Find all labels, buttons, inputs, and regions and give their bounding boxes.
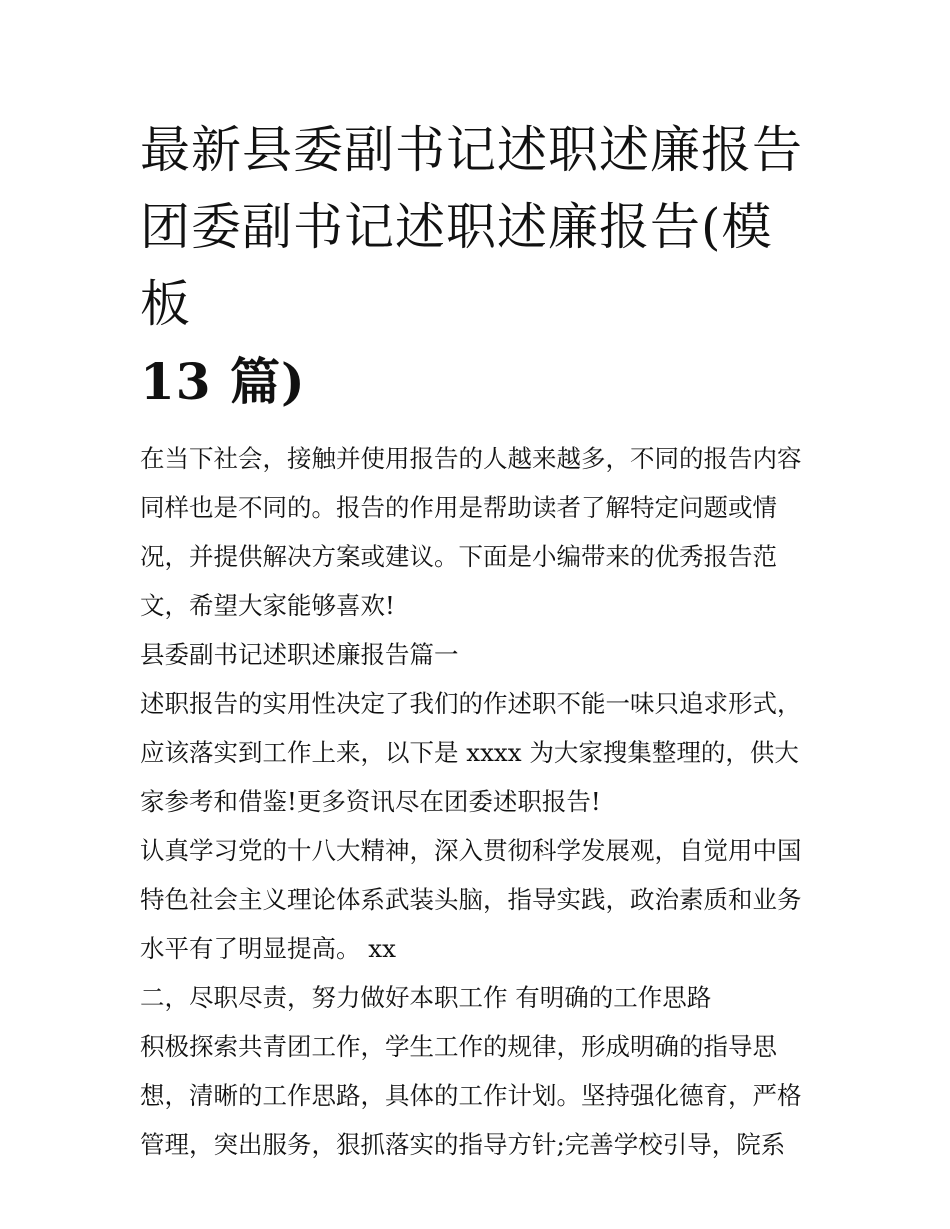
- title-line-1: 最新县委副书记述职述廉报告: [140, 121, 803, 179]
- section-heading-2: 二，尽职尽责，努力做好本职工作 有明确的工作思路: [140, 983, 712, 1012]
- section-heading-1: 县委副书记述职述廉报告篇一: [140, 640, 459, 669]
- body-line-6: 述职报告的实用性决定了我们的作述职不能一味只追求形式，: [140, 689, 802, 718]
- body-line-1: 在当下社会，接触并使用报告的人越来越多，不同的报告内容: [140, 444, 802, 473]
- document-body: [140, 434, 820, 1169]
- body-line-13: 积极探索共青团工作，学生工作的规律，形成明确的指导思: [140, 1032, 777, 1061]
- document-page: [140, 112, 820, 1169]
- body-line-7: 应该落实到工作上来，以下是 xxxx 为大家搜集整理的，供大: [140, 738, 799, 767]
- body-line-3: 况，并提供解决方案或建议。下面是小编带来的优秀报告范: [140, 542, 777, 571]
- body-line-15: 管理，突出服务，狠抓落实的指导方针;完善学校引导，院系: [140, 1130, 786, 1159]
- body-line-9: 认真学习党的十八大精神，深入贯彻科学发展观，自觉用中国: [140, 836, 802, 865]
- body-line-2: 同样也是不同的。报告的作用是帮助读者了解特定问题或情: [140, 493, 777, 522]
- document-title: [140, 112, 820, 420]
- title-line-3: 13 篇): [140, 352, 306, 411]
- body-line-14: 想，清晰的工作思路，具体的工作计划。坚持强化德育，严格: [140, 1081, 802, 1110]
- title-line-2: 团委副书记述职述廉报告(模板: [140, 198, 773, 333]
- body-line-11: 水平有了明显提高。 xx: [140, 934, 396, 963]
- body-line-8: 家参考和借鉴!更多资讯尽在团委述职报告!: [140, 787, 601, 816]
- body-line-10: 特色社会主义理论体系武装头脑，指导实践，政治素质和业务: [140, 885, 802, 914]
- body-line-4: 文，希望大家能够喜欢!: [140, 591, 395, 620]
